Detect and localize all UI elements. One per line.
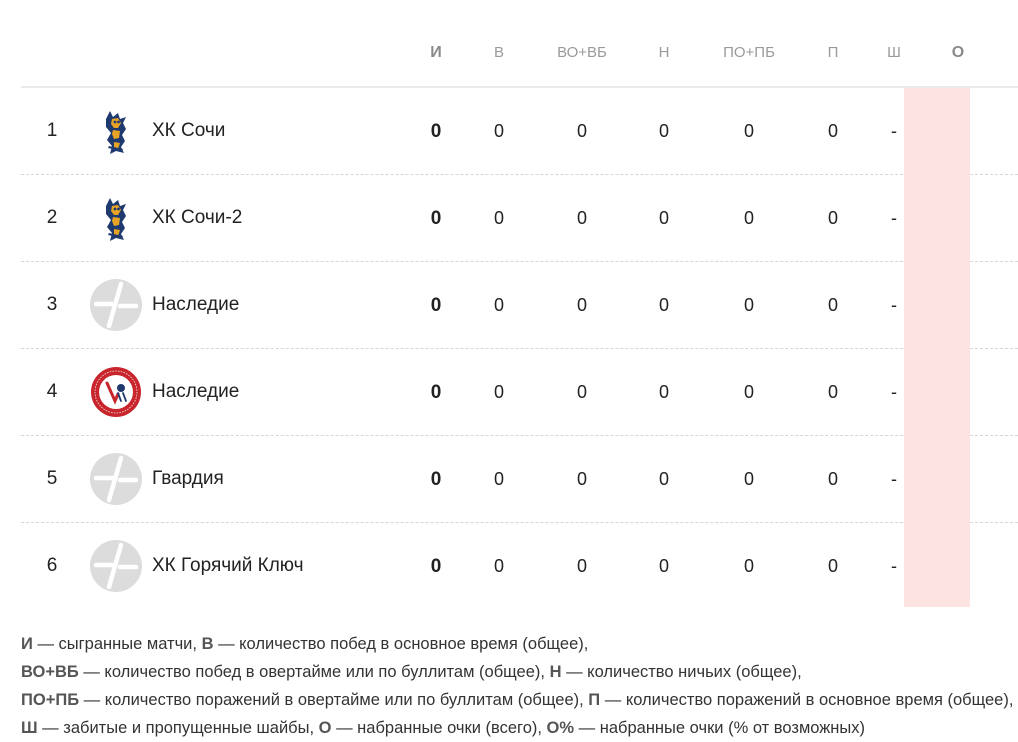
table-body (21, 88, 1018, 609)
column-header-games[interactable]: И (430, 44, 442, 61)
table-row[interactable] (21, 523, 1018, 609)
legend-description: — количество побед в овертайме или по буллитам (общее), (78, 663, 550, 681)
stat-games: 0 (430, 469, 442, 490)
stat-losses: 0 (827, 556, 838, 576)
stat-games: 0 (430, 121, 442, 142)
stat-ot-so-losses: 0 (743, 208, 754, 228)
column-header-draws[interactable]: Н (658, 44, 670, 61)
team-name[interactable]: ХК Сочи-2 (152, 207, 243, 228)
team-rank: 4 (46, 381, 58, 402)
column-header-losses[interactable]: П (827, 44, 839, 61)
stat-draws: 0 (658, 382, 669, 402)
stat-ot-so-wins: 0 (576, 556, 587, 576)
stat-wins: 0 (493, 208, 504, 228)
legend-description: — набранные очки (всего), (331, 719, 547, 737)
team-name[interactable]: Наследие (152, 294, 240, 315)
stat-goals: - (891, 382, 897, 402)
table-row[interactable] (21, 349, 1018, 436)
stat-losses: 0 (827, 469, 838, 489)
table-row[interactable] (21, 175, 1018, 262)
xk-sochi-leopard-logo[interactable] (90, 105, 142, 157)
stat-ot-so-wins: 0 (576, 208, 587, 228)
legend-description: — количество поражений в основное время (общее), (600, 691, 1014, 709)
stat-wins: 0 (493, 469, 504, 489)
stat-ot-so-wins: 0 (576, 121, 587, 141)
stat-ot-so-losses: 0 (743, 556, 754, 576)
team-rank: 3 (46, 294, 58, 315)
team-rank: 2 (46, 207, 58, 228)
legend-description: — сыгранные матчи, (32, 635, 202, 653)
stat-ot-so-losses: 0 (743, 382, 754, 402)
legend-abbreviation: О% (546, 719, 575, 737)
stat-games: 0 (430, 556, 442, 577)
stat-losses: 0 (827, 121, 838, 141)
team-name[interactable]: Наследие (152, 381, 240, 402)
legend-description: — количество побед в основное время (общее), (213, 635, 589, 653)
team-name[interactable]: Гвардия (152, 468, 224, 489)
points-column-highlight (904, 88, 970, 607)
legend-line (21, 630, 1018, 658)
stat-draws: 0 (658, 469, 669, 489)
stat-draws: 0 (658, 121, 669, 141)
stat-ot-so-losses: 0 (743, 121, 754, 141)
column-header-ot-so-losses[interactable]: ПО+ПБ (723, 44, 775, 61)
team-rank: 6 (46, 555, 58, 576)
stat-goals: - (891, 556, 897, 576)
legend (21, 630, 1018, 742)
stat-wins: 0 (493, 295, 504, 315)
team-rank: 5 (46, 468, 58, 489)
stat-draws: 0 (658, 295, 669, 315)
standings-table (21, 0, 1018, 609)
legend-line (21, 686, 1018, 714)
stat-goals: - (891, 121, 897, 141)
placeholder-hockey-logo[interactable] (90, 540, 142, 592)
legend-abbreviation: П (588, 691, 601, 709)
naslediye-club-logo[interactable] (90, 366, 142, 418)
stat-games: 0 (430, 382, 442, 403)
legend-abbreviation: ВО+ВБ (21, 663, 79, 681)
column-header-ot-so-wins[interactable]: ВО+ВБ (557, 44, 607, 61)
placeholder-hockey-logo[interactable] (90, 279, 142, 331)
legend-abbreviation: Н (549, 663, 562, 681)
legend-description: — забитые и пропущенные шайбы, (37, 719, 319, 737)
stat-games: 0 (430, 295, 442, 316)
stat-goals: - (891, 469, 897, 489)
team-rank: 1 (46, 120, 58, 141)
legend-abbreviation: Ш (21, 719, 38, 737)
stat-games: 0 (430, 208, 442, 229)
legend-abbreviation: ПО+ПБ (21, 691, 80, 709)
stat-wins: 0 (493, 556, 504, 576)
column-header-goals[interactable]: Ш (887, 44, 901, 61)
team-name[interactable]: ХК Горячий Ключ (152, 555, 304, 576)
stat-wins: 0 (493, 121, 504, 141)
column-header-wins[interactable]: В (493, 44, 504, 61)
stat-ot-so-wins: 0 (576, 382, 587, 402)
table-row[interactable] (21, 436, 1018, 523)
legend-description: — количество поражений в овертайме или по буллитам (общее), (79, 691, 589, 709)
column-header-points[interactable]: О (951, 44, 965, 61)
table-header (21, 0, 1018, 88)
stat-ot-so-losses: 0 (743, 469, 754, 489)
team-name[interactable]: ХК Сочи (152, 120, 226, 141)
legend-abbreviation: О (318, 719, 332, 737)
legend-line (21, 658, 1018, 686)
stat-ot-so-losses: 0 (743, 295, 754, 315)
legend-abbreviation: В (201, 635, 214, 653)
stat-wins: 0 (493, 382, 504, 402)
xk-sochi-leopard-logo[interactable] (90, 192, 142, 244)
stat-losses: 0 (827, 208, 838, 228)
stat-losses: 0 (827, 382, 838, 402)
stat-ot-so-wins: 0 (576, 469, 587, 489)
legend-description: — количество ничьих (общее), (561, 663, 802, 681)
stat-goals: - (891, 208, 897, 228)
placeholder-hockey-logo[interactable] (90, 453, 142, 505)
stat-losses: 0 (827, 295, 838, 315)
table-row[interactable] (21, 88, 1018, 175)
table-row[interactable] (21, 262, 1018, 349)
legend-description: — набранные очки (% от возможных) (574, 719, 866, 737)
legend-abbreviation: И (21, 635, 33, 653)
stat-goals: - (891, 295, 897, 315)
stat-ot-so-wins: 0 (576, 295, 587, 315)
stat-draws: 0 (658, 556, 669, 576)
stat-draws: 0 (658, 208, 669, 228)
